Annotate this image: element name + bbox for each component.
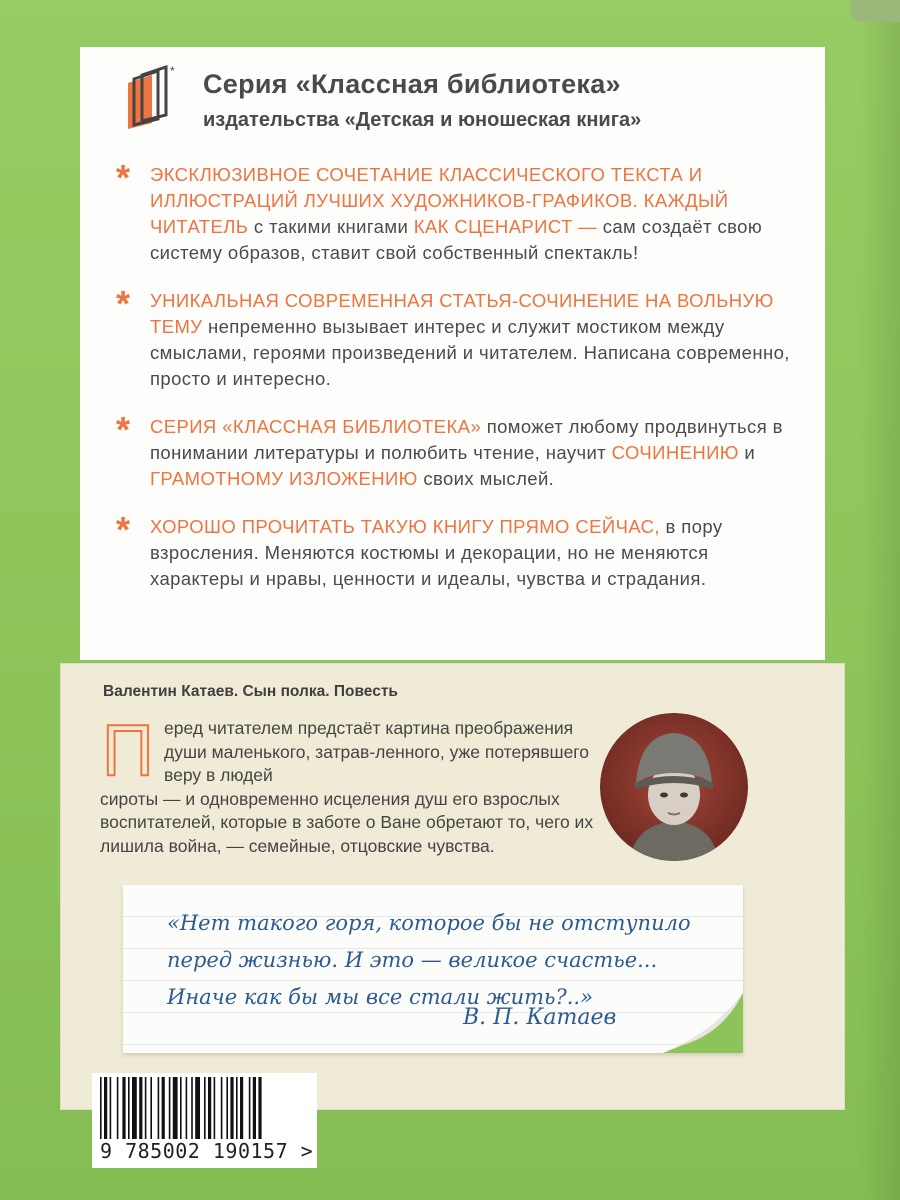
feature-item (116, 409, 806, 492)
feature-text (150, 162, 806, 266)
accent-text: УНИКАЛЬНАЯ СОВРЕМЕННАЯ СТАТЬЯ-СОЧИНЕНИЕ НА ВОЛЬНУЮ ТЕМУ (150, 290, 774, 337)
cover-corner (850, 0, 900, 22)
accent-text: ГРАМОТНОМУ ИЗЛОЖЕНИЮ (150, 468, 418, 489)
plain-text: с такими книгами (248, 216, 414, 237)
asterisk-icon: * (116, 509, 131, 550)
series-title: Серия «Классная библиотека» (203, 69, 621, 99)
book-title-line: Валентин Катаев. Сын полка. Повесть (103, 683, 398, 700)
plain-text: непременно вызывает интерес и служит мостиком между смыслами, героями произведений и читателем. Написана современно, просто и интересно. (150, 316, 790, 389)
plain-text: своих мыслей. (417, 468, 555, 489)
accent-text: ЭКСКЛЮЗИВНОЕ СОЧЕТАНИЕ КЛАССИЧЕСКОГО ТЕКСТА И ИЛЛЮСТРАЦИЙ ЛУЧШИХ ХУДОЖНИКОВ-ГРАФИКОВ. КАЖДЫЙ ЧИТАТЕЛЬ (150, 164, 729, 237)
accent-text: ХОРОШО ПРОЧИТАТЬ ТАКУЮ КНИГУ ПРЯМО СЕЙЧАС, (150, 516, 660, 537)
feature-text (150, 514, 806, 592)
description-first-lines: еред читателем предстаёт картина преображения души маленького, затрав-ленного, уже потерявшего веру в людей (164, 718, 590, 785)
book-series-logo-icon (122, 65, 180, 131)
series-info-panel (80, 47, 825, 660)
series-subtitle: издательства «Детская и юношеская книга» (203, 109, 642, 131)
asterisk-icon: * (116, 283, 131, 324)
asterisk-icon: * (116, 409, 131, 450)
feature-text (150, 288, 806, 392)
book-description (100, 717, 600, 858)
plain-text: поможет любому продвинуться в понимании литературы и полюбить чтение, научит (150, 416, 783, 463)
asterisk-icon: * (116, 157, 131, 198)
spine-shadow (860, 0, 900, 1200)
barcode-bars (100, 1077, 310, 1139)
plain-text: в пору взросления. Меняются костюмы и декорации, но не меняются характеры и нравы, ценности и идеалы, чувства и страдания. (150, 516, 723, 589)
accent-text: СЕРИЯ «КЛАССНАЯ БИБЛИОТЕКА» (150, 416, 482, 437)
dropcap-letter (100, 721, 158, 779)
feature-item (116, 509, 806, 592)
isbn-barcode (92, 1073, 317, 1168)
accent-text: КАК СЦЕНАРИСТ — (413, 216, 598, 237)
quote-note (123, 885, 743, 1053)
quote-line: Иначе как бы мы все стали жить?..» (167, 985, 593, 1009)
quote-author: В. П. Катаев (463, 1005, 617, 1030)
accent-text: СОЧИНЕНИЮ (611, 442, 739, 463)
page-curl (623, 993, 743, 1053)
plain-text: и (738, 442, 756, 463)
plain-text: сам создаёт свою систему образов, ставит свой собственный спектакль! (150, 216, 763, 263)
svg-text:*: * (170, 65, 175, 78)
quote-line: «Нет такого горя, которое бы не отступило (167, 911, 691, 935)
description-rest: сироты — и одновременно исцеления душ его взрослых воспитателей, которые в заботе о Ване обретают то, чего их лишила война, — семейные, отцовские чувства. (100, 788, 594, 856)
svg-text:П: П (102, 721, 154, 779)
feature-text (150, 414, 806, 492)
soldier-boy-portrait (600, 713, 748, 861)
feature-item (116, 157, 806, 266)
feature-item (116, 283, 806, 392)
barcode-digits: 9 785002 190157 > (100, 1139, 314, 1163)
feature-list (116, 157, 806, 614)
quote-line: перед жизнью. И это — великое счастье... (167, 948, 658, 972)
